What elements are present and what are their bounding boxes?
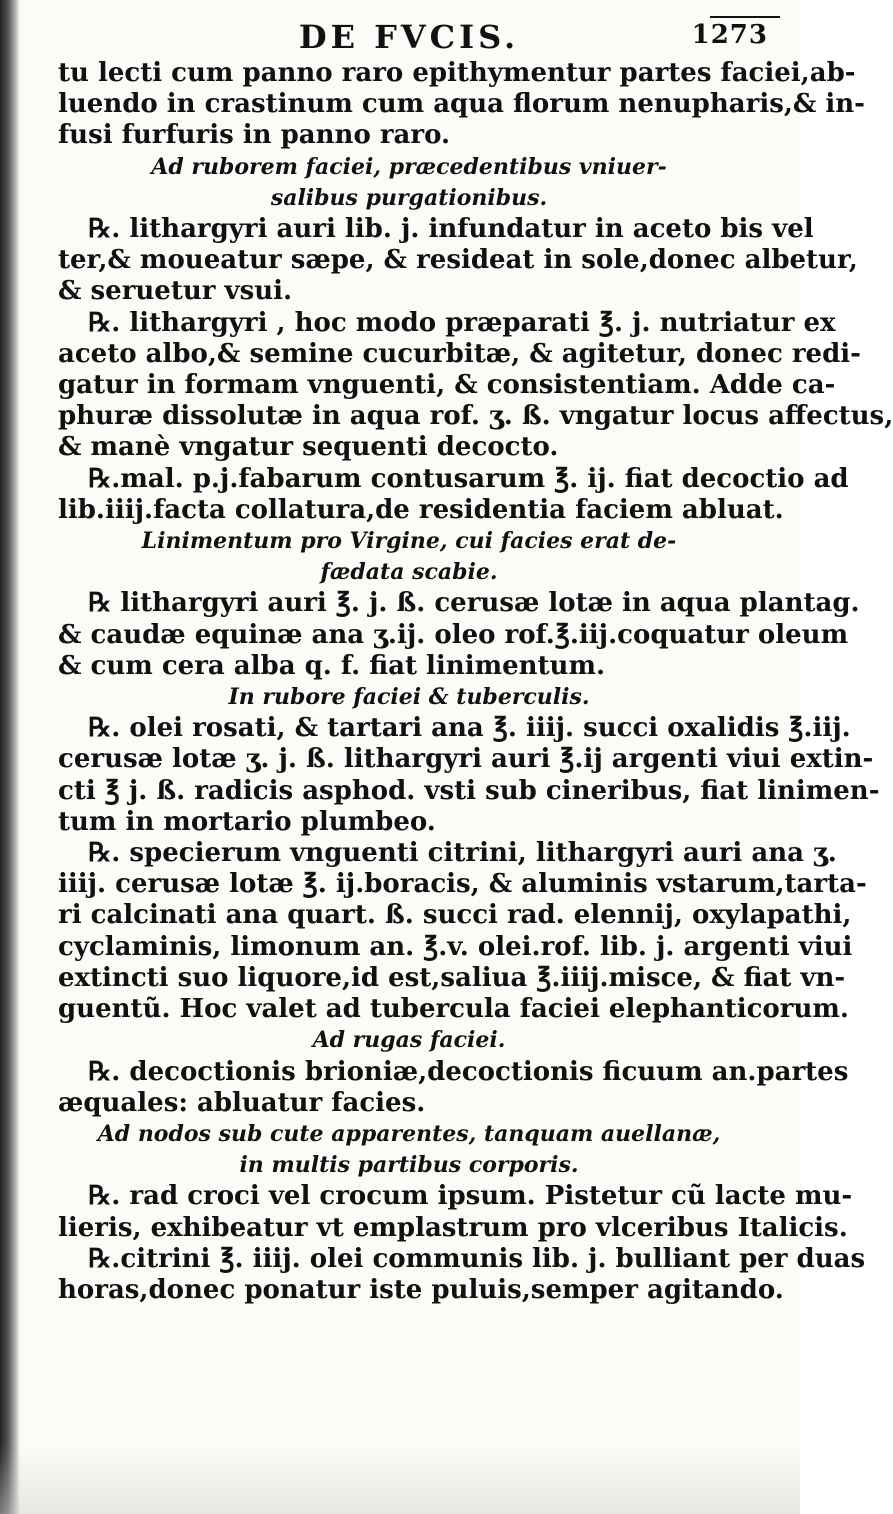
text-line: extincti suo liquore,id est,saliua ℥.iiij.misce, & fiat vn- [58, 962, 846, 993]
section-heading: in multis partibus corporis. [239, 1152, 579, 1179]
text-line: aceto albo,& semine cucurbitæ, & agitetur, donec redi- [58, 338, 861, 369]
recipe-line: ℞. specierum vnguenti citrini, lithargyri auri ana ʒ. [88, 838, 837, 869]
text-line: cerusæ lotæ ʒ. j. ß. lithargyri auri ℥.ij argenti viui extin- [58, 744, 874, 775]
text-line: luendo in crastinum cum aqua florum nenupharis,& in- [58, 89, 865, 120]
section-heading: Linimentum pro Virgine, cui facies erat de- [141, 528, 677, 555]
book-spine-shadow [0, 0, 20, 1514]
recipe-line: ℞.citrini ℥. iiij. olei communis lib. j. bulliant per duas [88, 1243, 866, 1274]
section-heading: Ad rugas faciei. [312, 1027, 506, 1054]
text-line: & seruetur vsui. [58, 276, 293, 307]
text-line: & cum cera alba q. f. fiat linimentum. [58, 650, 606, 681]
text-line: tu lecti cum panno raro epithymentur partes faciei,ab- [58, 58, 856, 88]
recipe-line: ℞. olei rosati, & tartari ana ℥. iiij. succi oxalidis ℥.iij. [88, 713, 851, 744]
page-title: DE FVCIS. [298, 18, 520, 56]
text-line: iiij. cerusæ lotæ ℥. ij.boracis, & aluminis vstarum,tarta- [58, 869, 867, 900]
text-line: & manè vngatur sequenti decocto. [58, 432, 559, 463]
text-line: horas,donec ponatur iste puluis,semper agitando. [58, 1274, 784, 1305]
section-heading: Ad ruborem faciei, præcedentibus vniuer- [151, 153, 667, 180]
text-body [58, 58, 893, 1306]
recipe-line: ℞ lithargyri auri ℥. j. ß. cerusæ lotæ in aqua plantag. [88, 588, 860, 619]
text-line: cti ℥ j. ß. radicis asphod. vsti sub cineribus, fiat linimen- [58, 775, 880, 806]
text-line: lib.iiij.facta collatura,de residentia faciem abluat. [58, 494, 784, 525]
text-line: ter,& moueatur sæpe, & resideat in sole,donec albetur, [58, 245, 858, 276]
recipe-line: ℞. rad croci vel crocum ipsum. Pistetur cũ lacte mu- [88, 1181, 853, 1212]
text-line: guentũ. Hoc valet ad tubercula faciei elephanticorum. [58, 994, 849, 1025]
text-line: ri calcinati ana quart. ß. succi rad. elennij, oxylapathi, [58, 900, 852, 931]
text-line: cyclaminis, limonum an. ℥.v. olei.rof. lib. j. argenti viui [58, 931, 853, 962]
text-line: lieris, exhibeatur vt emplastrum pro vlceribus Italicis. [58, 1212, 848, 1243]
header-rule [710, 16, 780, 18]
text-line: & caudæ equinæ ana ʒ.ij. oleo rof.℥.iij.coquatur oleum [58, 619, 849, 650]
page-number: 1273 [692, 20, 768, 50]
recipe-line: ℞.mal. p.j.fabarum contusarum ℥. ij. fiat decoctio ad [88, 463, 849, 494]
text-line: æquales: abluatur facies. [58, 1087, 426, 1118]
text-line: fusi furfuris in panno raro. [58, 120, 451, 151]
running-header [58, 18, 768, 58]
section-heading: In rubore faciei & tuberculis. [228, 684, 590, 711]
text-line: phuræ dissolutæ in aqua rof. ʒ. ß. vngatur locus affectus, [58, 401, 893, 432]
page-edge-shadow [0, 1444, 800, 1514]
section-heading: fædata scabie. [320, 559, 498, 586]
recipe-line: ℞. decoctionis brioniæ,decoctionis ficuum an.partes [88, 1056, 849, 1087]
recipe-line: ℞. lithargyri auri lib. j. infundatur in aceto bis vel [88, 214, 814, 245]
text-line: gatur in formam vnguenti, & consistentiam. Adde ca- [58, 370, 836, 401]
text-line: tum in mortario plumbeo. [58, 806, 436, 837]
section-heading: salibus purgationibus. [270, 184, 548, 211]
section-heading: Ad nodos sub cute apparentes, tanquam auellanæ, [97, 1120, 721, 1147]
recipe-line: ℞. lithargyri , hoc modo præparati ℥. j. nutriatur ex [88, 307, 836, 338]
